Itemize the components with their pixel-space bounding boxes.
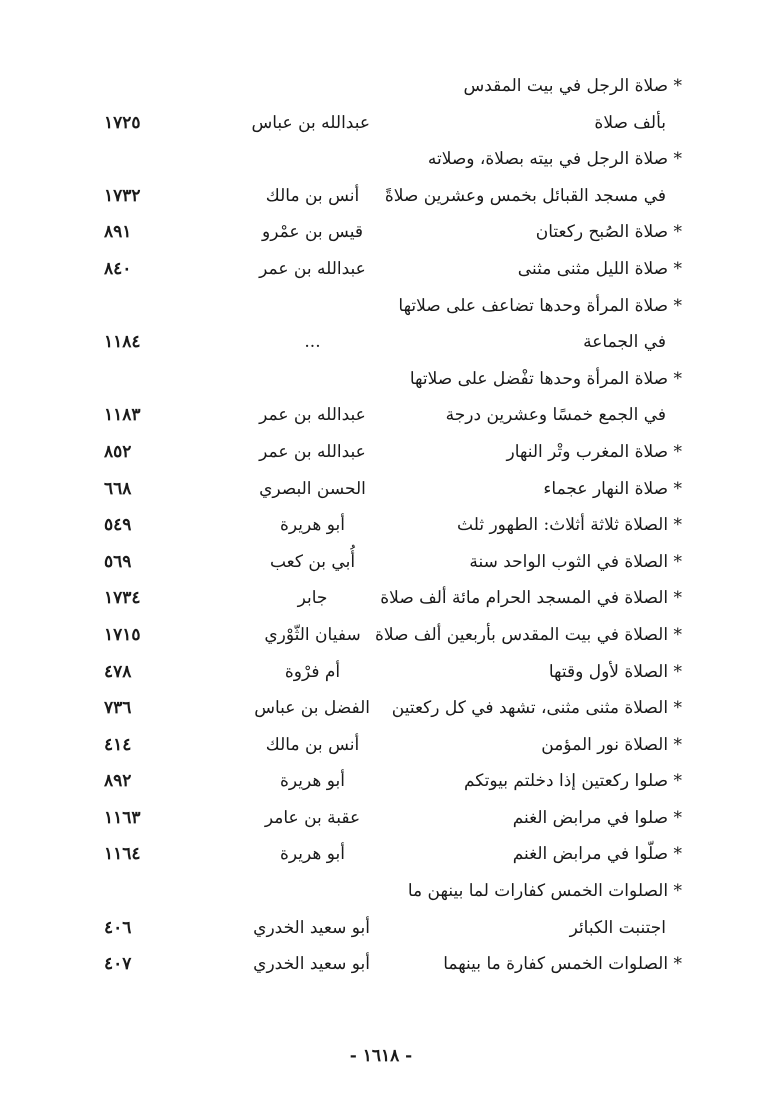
entry-title: * صلاة الرجل في بيته بصلاة، وصلاته	[427, 149, 682, 170]
index-entry	[0, 763, 762, 800]
entry-narrator: سفيان الثّوْري	[264, 624, 361, 645]
entry-title: * الصلاة في الثوب الواحد سنة	[469, 551, 682, 572]
index-entry	[0, 800, 762, 837]
index-entry	[0, 141, 762, 178]
index-entry	[0, 324, 762, 361]
entry-narrator: أم فرْوة	[284, 661, 341, 682]
entry-number: ٤٠٦	[104, 917, 132, 938]
entry-number: ٤٠٧	[104, 954, 132, 975]
entry-number: ٥٤٩	[104, 515, 132, 536]
entry-narrator: قيس بن عمْرو	[262, 222, 363, 243]
entry-title: اجتنبت الكبائر	[569, 917, 666, 938]
index-entry	[0, 544, 762, 581]
entry-title: * الصلوات الخمس كفارة ما بينهما	[443, 954, 682, 975]
index-entry	[0, 507, 762, 544]
entry-narrator: أبو سعيد الخدري	[253, 917, 370, 938]
index-entry	[0, 105, 762, 142]
index-entry	[0, 727, 762, 764]
entry-title: * الصلاة مثنى مثنى، تشهد في كل ركعتين	[391, 698, 682, 719]
entry-title: * صلاة الليل مثنى مثنى	[517, 258, 682, 279]
page-number: - ١٦١٨ -	[349, 1046, 413, 1066]
entry-narrator: أُبي بن كعب	[269, 551, 356, 572]
entry-narrator: عقبة بن عامر	[264, 807, 361, 828]
entry-title: في الجمع خمسًا وعشرين درجة	[445, 405, 666, 426]
entry-number: ٧٣٦	[104, 698, 132, 719]
index-entry	[0, 214, 762, 251]
index-entry	[0, 434, 762, 471]
index-entry	[0, 690, 762, 727]
entry-number: ٨٤٠	[104, 258, 132, 279]
entry-title: * صلاة الرجل في بيت المقدس	[463, 76, 682, 96]
entry-title: * صلوا ركعتين إذا دخلتم بيوتكم	[463, 771, 682, 792]
entry-number: ٦٦٨	[104, 478, 132, 499]
entry-title: * صلّوا في مرابض الغنم	[512, 844, 682, 865]
index-entry	[0, 617, 762, 654]
index-entry	[0, 397, 762, 434]
index-entry	[0, 836, 762, 873]
entry-narrator: عبدالله بن عمر	[259, 405, 366, 426]
entry-title: * صلاة المغرب وتْر النهار	[506, 441, 682, 462]
entry-title: بألف صلاة	[594, 112, 666, 133]
entry-narrator: عبدالله بن عمر	[259, 258, 366, 279]
entry-number: ١٧١٥	[104, 624, 141, 645]
entry-number: ١٧٣٢	[104, 185, 141, 206]
entry-title: * صلوا في مرابض الغنم	[512, 807, 682, 828]
entry-narrator: أنس بن مالك	[265, 185, 360, 206]
index-entry	[0, 580, 762, 617]
index-entry	[0, 946, 762, 983]
entry-title: * صلاة النهار عجماء	[543, 478, 682, 499]
entry-narrator: الفضل بن عباس	[254, 698, 370, 719]
entry-narrator: أبو هريرة	[279, 515, 345, 536]
entry-title: * الصلاة لأول وقتها	[548, 661, 682, 682]
index-entry	[0, 471, 762, 508]
index-entry	[0, 288, 762, 325]
entry-title: * صلاة الصُبح ركعتان	[535, 222, 682, 243]
index-entry	[0, 654, 762, 691]
entry-title: * الصلاة نور المؤمن	[541, 734, 682, 755]
entry-number: ٥٦٩	[104, 551, 132, 572]
entry-number: ١١٦٤	[104, 844, 141, 865]
entry-number: ٤١٤	[104, 734, 132, 755]
entry-title: * الصلاة في المسجد الحرام مائة ألف صلاة	[380, 588, 682, 609]
entry-title: * صلاة المرأة وحدها تضاعف على صلاتها	[398, 295, 682, 316]
entry-title: * صلاة المرأة وحدها تفْضل على صلاتها	[409, 368, 682, 389]
entry-narrator: أبو سعيد الخدري	[253, 954, 370, 975]
index-entry	[0, 178, 762, 215]
entry-number: ١١٦٣	[104, 807, 141, 828]
entry-number: ٨٩٢	[104, 771, 132, 792]
entry-number: ٨٩١	[104, 222, 132, 243]
index-entry	[0, 251, 762, 288]
entry-narrator: أبو هريرة	[279, 771, 345, 792]
entry-title: في مسجد القبائل بخمس وعشرين صلاةً	[384, 185, 666, 206]
index-entry	[0, 873, 762, 910]
entry-number: ١١٨٣	[104, 405, 141, 426]
index-entry	[0, 910, 762, 947]
entry-narrator: الحسن البصري	[259, 478, 366, 499]
entry-number: ٤٧٨	[104, 661, 132, 682]
index-entries	[0, 68, 762, 983]
index-entry	[0, 68, 762, 105]
entry-number: ١٧٣٤	[104, 588, 141, 609]
entry-title: في الجماعة	[583, 332, 666, 353]
entry-title: * الصلاة في بيت المقدس بأربعين ألف صلاة	[375, 624, 682, 645]
entry-title: * الصلاة ثلاثة أثلاث: الطهور ثلث	[457, 515, 682, 536]
entry-title: * الصلوات الخمس كفارات لما بينهن ما	[407, 881, 682, 902]
entry-narrator: أنس بن مالك	[265, 734, 360, 755]
entry-number: ١١٨٤	[104, 332, 141, 353]
entry-narrator: عبدالله بن عمر	[259, 441, 366, 462]
entry-narrator: جابر	[297, 588, 328, 609]
entry-narrator: أبو هريرة	[279, 844, 345, 865]
index-entry	[0, 361, 762, 398]
entry-narrator: ...	[304, 332, 321, 353]
entry-number: ١٧٢٥	[104, 112, 141, 133]
entry-narrator: عبدالله بن عباس	[251, 112, 370, 133]
entry-number: ٨٥٢	[104, 441, 132, 462]
